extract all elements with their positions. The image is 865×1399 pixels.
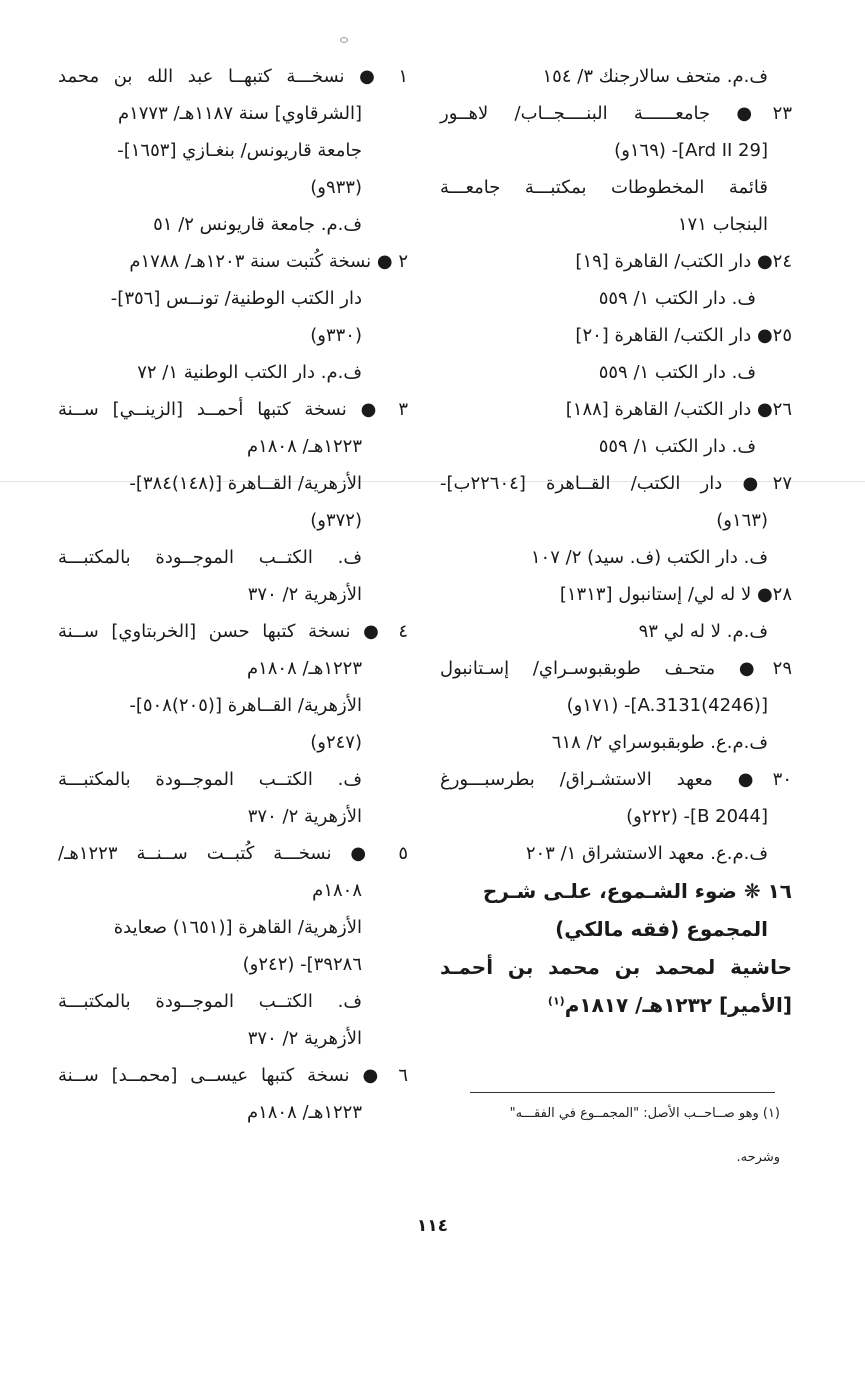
copy-line: الأزهرية/ القــاهرة [(١٤٨)٣٨٤]- bbox=[129, 473, 362, 494]
manuscript-line: ٢٩● متحـف طوبقبوسـراي/ إسـتانبول bbox=[440, 658, 792, 679]
copy-line: ١٨٠٨م bbox=[312, 880, 362, 901]
copy-line: ف. الكتــب الموجــودة بالمكتبـــة bbox=[58, 991, 362, 1012]
copy-line: (٢٤٧و) bbox=[310, 732, 362, 753]
manuscript-line: [Ard II 29]- (١٦٩و) bbox=[614, 140, 768, 161]
book-title-line-1: ١٦ ❋ ضوء الشـموع، علـى شـرح bbox=[482, 879, 792, 903]
copy-line: ف. الكتــب الموجــودة بالمكتبـــة bbox=[58, 547, 362, 568]
manuscript-line: ف.م.ع. معهد الاستشراق ١/ ٢٠٣ bbox=[525, 843, 768, 864]
footnote-ref[interactable]: (١) bbox=[547, 994, 565, 1008]
copy-line: الأزهرية ٢/ ٣٧٠ bbox=[247, 806, 362, 827]
manuscript-line: قائمة المخطوطات بمكتبـــة جامعـــة bbox=[440, 177, 768, 198]
page-number: ١١٤ bbox=[416, 1216, 449, 1236]
footnote-text-cont: وشرحه. bbox=[736, 1150, 780, 1165]
copy-line: ف.م. دار الكتب الوطنية ١/ ٧٢ bbox=[137, 362, 362, 383]
manuscript-line: [B 2044]- (٢٢٢و) bbox=[626, 806, 768, 827]
copy-line: [الشرقاوي] سنة ١١٨٧هـ/ ١٧٧٣م bbox=[117, 103, 362, 124]
manuscript-line: ٢٨● لا له لي/ إستانبول [١٣١٣] bbox=[559, 584, 792, 605]
copy-line: (٣٣٠و) bbox=[310, 325, 362, 346]
manuscript-line: ف.م. لا له لي ٩٣ bbox=[638, 621, 768, 642]
manuscript-line: ٢٧● دار الكتب/ القــاهرة [٢٢٦٠٤ب]- bbox=[440, 473, 792, 494]
left-column-entries bbox=[58, 58, 408, 1131]
manuscript-line: ٢٦● دار الكتب/ القاهرة [١٨٨] bbox=[565, 399, 792, 420]
copy-line: ف. الكتــب الموجــودة بالمكتبـــة bbox=[58, 769, 362, 790]
scan-artifact-dot bbox=[340, 37, 348, 43]
copy-line: ٥ ● نسخـــة كُتبــت ســنــة ١٢٢٣هـ/ bbox=[58, 843, 408, 864]
right-column bbox=[440, 58, 792, 1024]
manuscript-line: [A.3131(4246)]- (١٧١و) bbox=[566, 695, 768, 716]
footnote-separator bbox=[470, 1092, 775, 1093]
manuscript-line: ف.م. متحف سالارجنك ٣/ ١٥٤ bbox=[542, 66, 768, 87]
book-entry bbox=[440, 872, 792, 1024]
manuscript-line: البنجاب ١٧١ bbox=[677, 214, 768, 235]
manuscript-line: ٣٠● معهد الاستشـراق/ بطرسبـــورغ bbox=[440, 769, 792, 790]
copy-line: الأزهرية/ القــاهرة [(٢٠٥)٥٠٨]- bbox=[129, 695, 362, 716]
left-column bbox=[58, 58, 408, 1131]
copy-line: الأزهرية ٢/ ٣٧٠ bbox=[247, 584, 362, 605]
book-title-line-2: المجموع (فقه مالكي) bbox=[555, 917, 768, 941]
copy-line: الأزهرية/ القاهرة [(١٦٥١) صعايدة bbox=[113, 917, 362, 938]
copy-line: ٦ ● نسخة كتبها عيســى [محمــد] ســنة bbox=[58, 1065, 408, 1086]
book-author-dates bbox=[440, 986, 792, 1024]
copy-line: ٤ ● نسخة كتبها حسن [الخربتاوي] ســنة bbox=[58, 621, 408, 642]
manuscript-line: (١٦٣و) bbox=[716, 510, 768, 531]
book-author-dates-text: [الأمير] ١٢٣٢هـ/ ١٨١٧م bbox=[564, 993, 792, 1017]
book-author-line: حاشية لمحمد بن محمد بن أحمـد bbox=[440, 955, 792, 979]
manuscript-line: ف. دار الكتب ١/ ٥٥٩ bbox=[598, 362, 756, 383]
manuscript-line: ٢٤● دار الكتب/ القاهرة [١٩] bbox=[575, 251, 792, 272]
manuscript-line: ف. دار الكتب ١/ ٥٥٩ bbox=[598, 288, 756, 309]
copy-line: ١٢٢٣هـ/ ١٨٠٨م bbox=[246, 1102, 362, 1123]
copy-line: جامعة قاريونس/ بنغـازي [١٦٥٣]- bbox=[117, 140, 362, 161]
copy-line: ١٢٢٣هـ/ ١٨٠٨م bbox=[246, 436, 362, 457]
copy-line: ٣ ● نسخة كتبها أحمــد [الزينــي] ســنة bbox=[58, 399, 408, 420]
manuscript-line: ٢٥● دار الكتب/ القاهرة [٢٠] bbox=[575, 325, 792, 346]
right-column-entries bbox=[440, 58, 792, 872]
manuscript-line: ف. دار الكتب ١/ ٥٥٩ bbox=[598, 436, 756, 457]
copy-line: ١٢٢٣هـ/ ١٨٠٨م bbox=[246, 658, 362, 679]
copy-line: ف.م. جامعة قاريونس ٢/ ٥١ bbox=[153, 214, 362, 235]
copy-line: (٩٣٣و) bbox=[310, 177, 362, 198]
copy-line: ١ ● نسخـــة كتبهــا عبد الله بن محمد bbox=[58, 66, 408, 87]
copy-line: (٣٧٢و) bbox=[310, 510, 362, 531]
copy-line: الأزهرية ٢/ ٣٧٠ bbox=[247, 1028, 362, 1049]
copy-line: ٢ ● نسخة كُتبت سنة ١٢٠٣هـ/ ١٧٨٨م bbox=[129, 251, 408, 272]
copy-line: ٣٩٢٨٦]- (٢٤٢و) bbox=[242, 954, 362, 975]
manuscript-line: ف.م.ع. طوبقبوسراي ٢/ ٦١٨ bbox=[551, 732, 768, 753]
manuscript-line: ٢٣● جامعــــــة البنــــجــاب/ لاهــور bbox=[440, 103, 792, 124]
copy-line: دار الكتب الوطنية/ تونــس [٣٥٦]- bbox=[110, 288, 362, 309]
footnote-text: (١) وهو صــاحــب الأصل: "المجمــوع في الفقـــه" bbox=[509, 1106, 780, 1121]
manuscript-line: ف. دار الكتب (ف. سيد) ٢/ ١٠٧ bbox=[530, 547, 768, 568]
